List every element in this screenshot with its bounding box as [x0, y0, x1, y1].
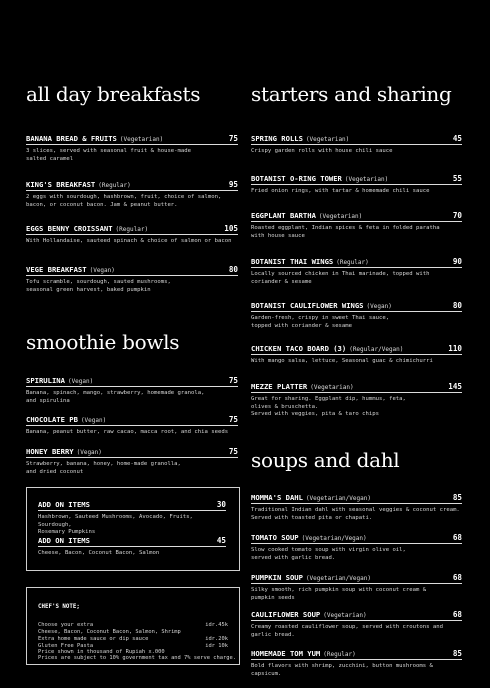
menu-item-cauliflower-wings: [251, 301, 462, 330]
item-name: HOMEMADE TOM YUM: [251, 649, 321, 658]
item-name: EGGS BENNY CROISSANT: [26, 224, 113, 233]
item-name: BOTANIST CAULIFLOWER WINGS: [251, 301, 364, 310]
item-price: 85: [452, 649, 462, 658]
item-description: 3 slices, served with seasonal fruit & house-made salted caramel: [26, 148, 192, 162]
item-description: Tofu scramble, sourdough, sauted mushrooms, seasonal green harvest, baked pumpkin: [26, 279, 171, 293]
item-price: 68: [452, 533, 462, 542]
item-name: KING'S BREAKFAST: [26, 180, 96, 189]
item-price: 70: [452, 211, 462, 220]
item-name: TOMATO SOUP: [251, 533, 299, 542]
item-price: 105: [224, 224, 238, 233]
section-title-starters: starters and sharing: [251, 82, 452, 106]
add-on-item-2: [38, 536, 226, 558]
menu-item-spring-rolls: [251, 134, 462, 156]
item-description: With mango salsa, lettuce, Seasonal guac & chimichurri: [251, 358, 433, 364]
item-tag: (Vegetarian/Vegan): [305, 575, 371, 582]
note-line: Choose your extra idr.45k: [38, 622, 228, 628]
add-on-item-1: [38, 500, 226, 537]
item-description: Banana, peanut butter, raw cacao, macca root, and chia seeds: [26, 429, 229, 435]
item-tag: (Vegan): [67, 378, 94, 385]
menu-item-o-ring-tower: [251, 174, 462, 196]
item-price: 110: [448, 344, 462, 353]
menu-item-chocolate-pb: [26, 415, 238, 437]
menu-item-cauliflower-soup: [251, 610, 462, 639]
item-name: BOTANIST THAI WINGS: [251, 257, 334, 266]
add-on-box: [26, 487, 240, 571]
item-name: VEGE BREAKFAST: [26, 265, 87, 274]
item-name: CHICKEN TACO BOARD (3): [251, 344, 347, 353]
item-name: ADD ON ITEMS: [38, 500, 90, 509]
menu-item-pumpkin-soup: [251, 573, 462, 602]
section-title-smoothie: smoothie bowls: [26, 330, 180, 354]
note-line: Gluten Free Pasta idr 10k: [38, 643, 228, 649]
item-name: SPIRULINA: [26, 376, 65, 385]
item-name: MEZZE PLATTER: [251, 382, 308, 391]
item-description: Traditional Indian dahl with seasonal veggies & coconut cream. Served with toasted pita or chapati.: [251, 507, 460, 521]
item-price: 75: [228, 447, 238, 456]
item-price: 68: [452, 573, 462, 582]
item-name: MOMMA'S DAHL: [251, 493, 303, 502]
item-description: Hashbrown, Sauteed Mushrooms, Avocado, Fruits, Sourdough, Rosemary Pumpkins: [38, 514, 193, 536]
section-title-breakfasts: all day breakfasts: [26, 82, 201, 106]
menu-item-vege-breakfast: [26, 265, 238, 294]
item-tag: (Vegetarian/Vegan): [305, 495, 371, 502]
item-price: 85: [452, 493, 462, 502]
item-name: BOTANIST O-RING TOWER: [251, 174, 342, 183]
menu-item-thai-wings: [251, 257, 462, 286]
item-price: 30: [216, 500, 226, 509]
item-name: HONEY BERRY: [26, 447, 74, 456]
item-name: ADD ON ITEMS: [38, 536, 90, 545]
chefs-note-box: [26, 587, 240, 665]
item-price: 75: [228, 415, 238, 424]
item-description: Locally sourced chicken in Thai marinade, topped with coriander & sesame: [251, 271, 430, 285]
item-tag: (Vegan): [89, 267, 115, 274]
item-description: Strawberry, banana, honey, home-made granolla, and dried coconut: [26, 461, 181, 475]
item-tag: (Vegetarian): [318, 213, 363, 220]
item-tag: (Vegan): [80, 417, 107, 424]
item-price: 95: [228, 180, 238, 189]
item-tag: (Vegan): [366, 303, 392, 310]
item-tag: (Regular): [323, 651, 356, 658]
item-name: PUMPKIN SOUP: [251, 573, 303, 582]
item-description: Great for sharing. Eggplant dip, hummus, feta, olives & bruschetta. Served with veggies, pita & taro chips: [251, 396, 406, 418]
item-description: Crispy garden rolls with house chili sauce: [251, 148, 393, 154]
menu-item-chicken-taco-board: [251, 344, 462, 366]
item-name: SPRING ROLLS: [251, 134, 303, 143]
item-name: BANANA BREAD & FRUITS: [26, 134, 117, 143]
item-price: 145: [448, 382, 462, 391]
item-tag: (Vegetarian): [344, 176, 389, 183]
note-line: Extra home made sauce or dip sauce idr.20k: [38, 636, 228, 642]
item-description: Slow cooked tomato soup with virgin olive oil, served with garlic bread.: [251, 547, 406, 561]
item-price: 75: [228, 376, 238, 385]
item-price: 90: [452, 257, 462, 266]
item-tag: (Vegetarian): [119, 136, 164, 143]
item-price: 68: [452, 610, 462, 619]
item-name: CAULIFLOWER SOUP: [251, 610, 321, 619]
item-name: EGGPLANT BARTHA: [251, 211, 316, 220]
item-tag: (Regular/Vegan): [349, 346, 404, 353]
item-description: Garden-fresh, crispy in sweet Thai sauce, topped with coriander & sesame: [251, 315, 390, 329]
item-price: 80: [452, 301, 462, 310]
menu-item-mezze-platter: [251, 382, 462, 419]
item-description: 2 eggs with sourdough, hashbrown, fruit, choice of salmon, bacon, or coconut bacon. Jam & peanut butter.: [26, 194, 222, 208]
item-price: 45: [216, 536, 226, 545]
menu-item-mommas-dahl: [251, 493, 462, 522]
item-price: 80: [228, 265, 238, 274]
item-tag: (Vegetarian/Vegan): [301, 535, 367, 542]
item-tag: (Vegetarian): [323, 612, 367, 619]
menu-item-honey-berry: [26, 447, 238, 476]
item-description: Cheese, Bacon, Coconut Bacon, Salmon: [38, 550, 160, 556]
item-tag: (Regular): [336, 259, 369, 266]
note-line: Price shown in thousand of Rupiah x.000: [38, 649, 165, 655]
item-tag: (Regular): [115, 226, 149, 233]
section-title-soups: soups and dahl: [251, 448, 400, 472]
item-description: Silky smooth, rich pumpkin soup with coconut cream & pumpkin seeds: [251, 587, 427, 601]
menu-item-kings-breakfast: [26, 180, 238, 209]
note-line: Cheese, Bacon, Coconut Bacon, Salmon, Shrimp: [38, 629, 181, 635]
menu-item-tomato-soup: [251, 533, 462, 562]
menu-item-spirulina: [26, 376, 238, 405]
item-description: Creamy roasted cauliflower soup, served with croutons and garlic bread.: [251, 624, 443, 638]
item-price: 55: [452, 174, 462, 183]
menu-item-tom-yum: [251, 649, 462, 678]
item-description: Fried onion rings, with tartar & homemade chili sauce: [251, 188, 430, 194]
item-tag: (Regular): [98, 182, 131, 189]
item-tag: (Vegan): [76, 449, 102, 456]
menu-item-eggplant-bartha: [251, 211, 462, 240]
item-price: 75: [228, 134, 238, 143]
item-description: Roasted eggplant, Indian spices & feta in folded paratha with house sauce: [251, 225, 440, 239]
item-tag: (Vegetarian): [305, 136, 350, 143]
item-description: Bold flavors with shrimp, zucchini, button mushrooms & capsicum.: [251, 663, 433, 677]
note-line: Prices are subject to 10% government tax and 7% serve charge.: [38, 655, 236, 661]
menu-item-eggs-benny: [26, 224, 238, 246]
item-description: With Hollandaise, sauteed spinach & choice of salmon or bacon: [26, 238, 232, 244]
chefs-note-title: CHEF'S NOTE;: [38, 604, 80, 610]
menu-item-banana-bread: [26, 134, 238, 163]
item-name: CHOCOLATE PB: [26, 415, 78, 424]
item-description: Banana, spinach, mango, strawberry, homemade granola, and spirulina: [26, 390, 205, 404]
item-price: 45: [452, 134, 462, 143]
item-tag: (Vegetarian): [310, 384, 354, 391]
